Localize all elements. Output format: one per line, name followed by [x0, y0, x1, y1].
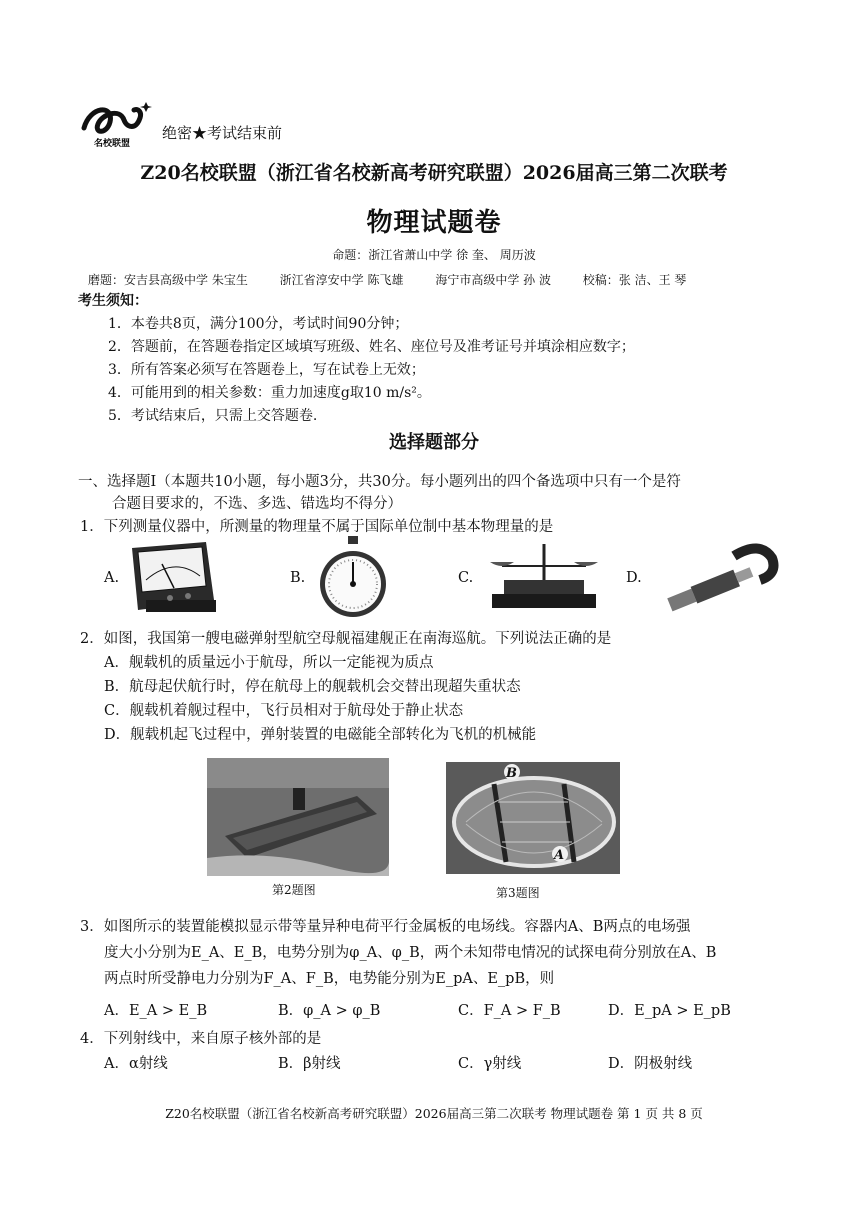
section-title: 选择题部分 [389, 432, 479, 453]
q1-option-d-label: D. [626, 570, 642, 586]
balance-image [484, 540, 604, 616]
q2-option-b: B．航母起伏航行时，停在航母上的舰载机会交替出现超失重状态 [104, 679, 521, 695]
q2-option-c: C．舰载机着舰过程中，飞行员相对于航母处于静止状态 [104, 703, 464, 719]
q4-option-c: C．γ射线 [458, 1056, 522, 1072]
notice-item: 1．本卷共8页，满分100分，考试时间90分钟； [108, 316, 409, 332]
fig3-label-a: A [554, 848, 565, 863]
proofreaders: 校稿：张 洁、王 琴 [582, 273, 687, 287]
fig3-label-b: B [506, 766, 517, 781]
q4-option-a: A．α射线 [104, 1056, 168, 1072]
authors-line: 命题：浙江省萧山中学 徐 奎、 周历波 [332, 248, 536, 262]
part1-instructions: 一、选择题Ⅰ（本题共10小题，每小题3分，共30分。每小题列出的四个备选项中只有一个是符 [78, 474, 681, 490]
logo-text: 名校联盟 [94, 139, 131, 149]
notice-item: 4．可能用到的相关参数：重力加速度g取10 m/s²。 [108, 385, 431, 401]
q3-stem-line2: 度大小分别为E_A、E_B，电势分别为φ_A、φ_B，两个未知带电情况的试探电荷分别放在A、B [104, 945, 717, 961]
notice-heading: 考生须知： [78, 293, 148, 309]
carrier-photo [207, 758, 389, 880]
reviewer-3: 海宁市高级中学 孙 波 [435, 273, 551, 287]
stopwatch-image [318, 534, 388, 628]
q1-option-c-label: C. [458, 570, 474, 586]
ammeter-image [126, 538, 220, 622]
q2-option-d: D．舰载机起飞过程中，弹射装置的电磁能全部转化为飞机的机械能 [104, 727, 537, 743]
logo [80, 98, 160, 150]
q3-stem-line1: 3．如图所示的装置能模拟显示带等量异种电荷平行金属板的电场线。容器内A、B两点的电场强 [80, 919, 691, 935]
notice-item: 2．答题前，在答题卷指定区域填写班级、姓名、座位号及准考证号并填涂相应数字； [108, 339, 635, 355]
q1-option-b-label: B. [290, 570, 306, 586]
q1-stem: 1．下列测量仪器中，所测量的物理量不属于国际单位制中基本物理量的是 [80, 519, 554, 535]
exam-title: Z20名校联盟（浙江省名校新高考研究联盟）2026届高三第二次联考 [140, 162, 728, 184]
subject-title: 物理试题卷 [366, 208, 502, 238]
q3-option-d: D．E_pA > E_pB [608, 1003, 731, 1019]
micrometer-image [664, 540, 780, 616]
reviewers-line [88, 271, 714, 288]
field-apparatus-photo [446, 762, 620, 878]
q2-stem: 2．如图，我国第一艘电磁弹射型航空母舰福建舰正在南海巡航。下列说法正确的是 [80, 631, 612, 647]
page-footer: Z20名校联盟（浙江省名校新高考研究联盟）2026届高三第二次联考 物理试题卷 第 1 页 共 8 页 [165, 1106, 703, 1121]
q3-stem-line3: 两点时所受静电力分别为F_A、F_B，电势能分别为E_pA、E_pB，则 [104, 971, 555, 987]
q4-option-b: B．β射线 [278, 1056, 341, 1072]
q3-option-a: A．E_A > E_B [104, 1003, 208, 1019]
q4-stem: 4．下列射线中，来自原子核外部的是 [80, 1031, 322, 1047]
reviewer-2: 浙江省淳安中学 陈飞雄 [279, 273, 404, 287]
q4-option-d: D．阴极射线 [608, 1056, 693, 1072]
fig2-caption: 第2题图 [272, 883, 316, 897]
q1-option-a-label: A. [104, 570, 120, 586]
notice-item: 5．考试结束后，只需上交答题卷. [108, 408, 318, 424]
reviewer-1: 磨题：安吉县高级中学 朱宝生 [88, 273, 248, 287]
part1-instructions-cont: 合题目要求的，不选、多选、错选均不得分） [112, 496, 402, 512]
q2-option-a: A．舰载机的质量远小于航母，所以一定能视为质点 [104, 655, 434, 671]
q3-option-c: C．F_A > F_B [458, 1003, 561, 1019]
q3-option-b: B．φ_A > φ_B [278, 1003, 381, 1019]
notice-item: 3．所有答案必须写在答题卷上，写在试卷上无效； [108, 362, 425, 378]
fig3-caption: 第3题图 [496, 886, 540, 900]
secret-label: 绝密★考试结束前 [162, 124, 283, 142]
